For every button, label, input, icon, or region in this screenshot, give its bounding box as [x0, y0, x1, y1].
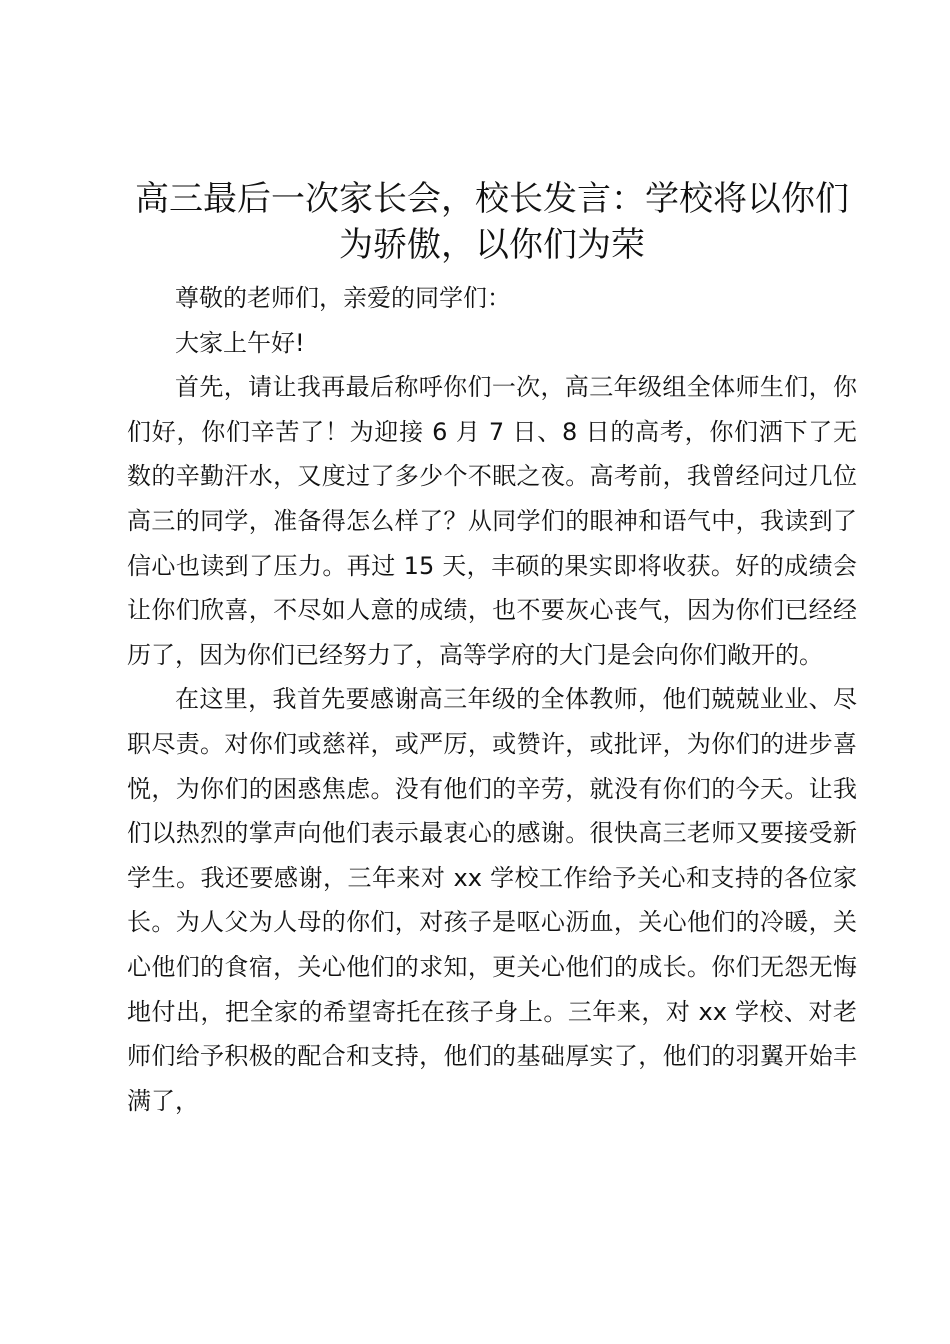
- document-body: [127, 276, 857, 1123]
- document-title: 高三最后一次家长会，校长发言：学校将以你们为骄傲，以你们为荣: [135, 179, 849, 265]
- salutation-paragraph: 尊敬的老师们，亲爱的同学们：: [175, 284, 511, 312]
- body-paragraph-2: 在这里，我首先要感谢高三年级的全体教师，他们兢兢业业、尽职尽责。对你们或慈祥，或严厉，或赞许，或批评，为你们的进步喜悦，为你们的困惑焦虑。没有他们的辛劳，就没有你们的今天。让我们以热烈的掌声向他们表示最衷心的感谢。很快高三老师又要接受新学生。我还要感谢，三年来对 xx 学校工作给予关心和支持的各位家长。为人父为人母的你们，对孩子是呕心沥血，关心他们的冷暖，关心他们的食宿，关心他们的求知，更关心他们的成长。你们无怨无悔地付出，把全家的希望寄托在孩子身上。三年来，对 xx 学校、对老师们给予积极的配合和支持，他们的基础厚实了，他们的羽翼开始丰满了，: [127, 685, 857, 1115]
- document-content: [127, 176, 857, 1123]
- greeting-paragraph: 大家上午好!: [175, 328, 305, 357]
- body-paragraph-1: 首先，请让我再最后称呼你们一次，高三年级组全体师生们，你们好，你们辛苦了！为迎接 6 月 7 日、8 日的高考，你们洒下了无数的辛勤汗水，又度过了多少个不眠之夜。高考前，我曾经问过几位高三的同学，准备得怎么样了？从同学们的眼神和语气中，我读到了信心也读到了压力。再过 15 天，丰硕的果实即将收获。好的成绩会让你们欣喜，不尽如人意的成绩，也不要灰心丧气，因为你们已经经历了，因为你们已经努力了，高等学府的大门是会向你们敞开的。: [127, 373, 857, 669]
